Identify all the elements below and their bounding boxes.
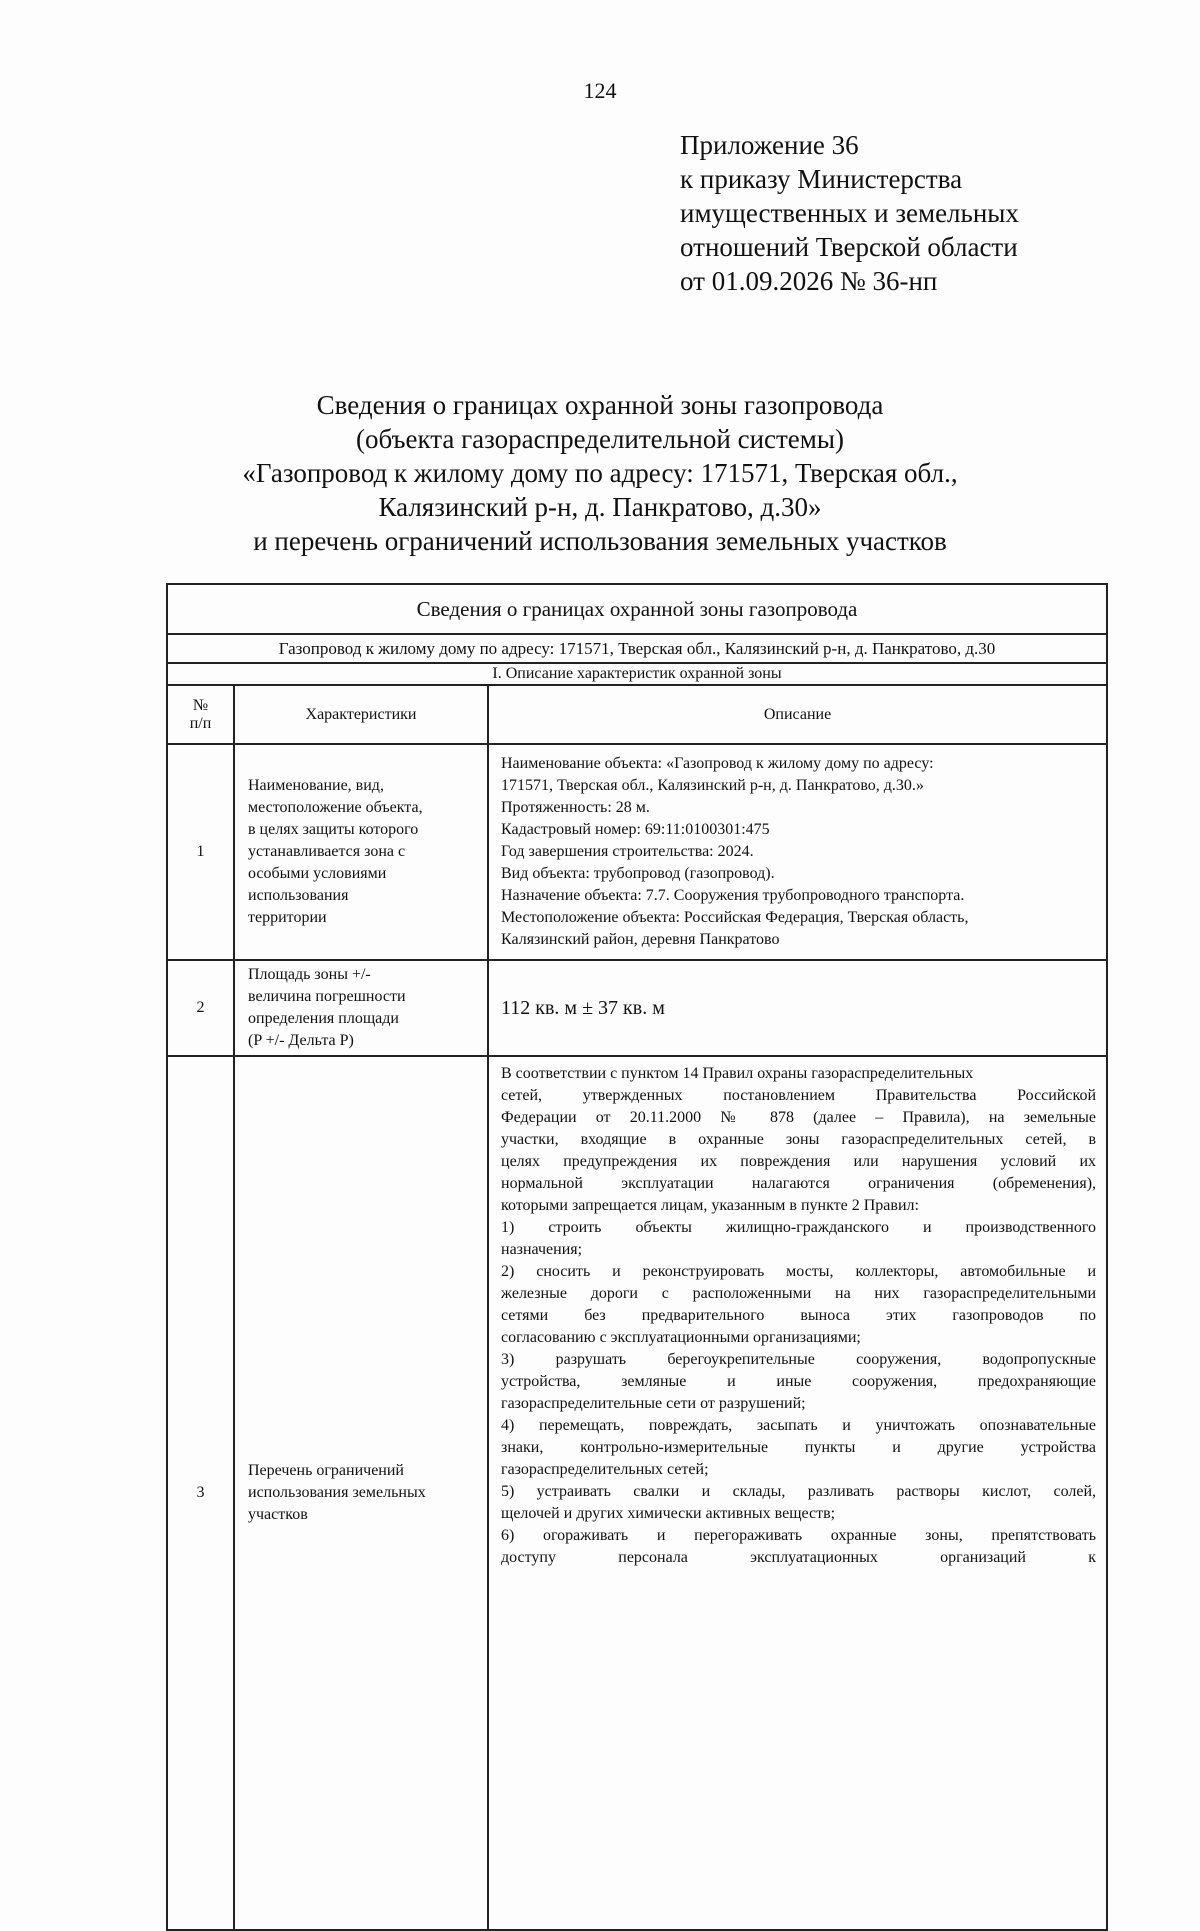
column-header-number-line: №	[192, 696, 209, 714]
row-description: 112 кв. м ± 37 кв. м	[488, 960, 1107, 1056]
object-name-row: Газопровод к жилому дому по адресу: 171571, Тверская обл., Калязинский р-н, д. Панкратово, д.30	[167, 634, 1107, 663]
appendix-reference	[680, 128, 1019, 298]
row-number: 1	[167, 744, 234, 960]
cell-line: согласованию с эксплуатационными организациями;	[501, 1329, 861, 1346]
cell-line: участков	[248, 1506, 308, 1523]
cell-line: особыми условиями	[248, 865, 387, 882]
cell-line: Федерации от 20.11.2000 № 878 (далее – Правила), на земельные	[501, 1109, 1097, 1126]
appendix-line: Приложение 36	[680, 130, 859, 160]
cell-line: Вид объекта: трубопровод (газопровод).	[501, 865, 775, 882]
cell-line: сетями без предварительного выноса этих газопроводов по	[501, 1307, 1097, 1324]
cell-line: Год завершения строительства: 2024.	[501, 843, 754, 860]
title-line: (объекта газораспределительной системы)	[355, 424, 845, 454]
cell-line: в целях защиты которого	[248, 821, 419, 838]
cell-line: железные дороги с расположенными на них газораспределительными	[501, 1285, 1097, 1302]
appendix-line: к приказу Министерства	[680, 164, 963, 194]
table-row	[167, 1056, 1107, 1930]
cell-line: целях предупреждения их повреждения или нарушения условий их	[501, 1153, 1097, 1170]
cell-line: 4) перемещать, повреждать, засыпать и уничтожать опознавательные	[501, 1417, 1097, 1434]
appendix-line: имущественных и земельных	[680, 198, 1019, 228]
row-number: 2	[167, 960, 234, 1056]
cell-line: сетей, утвержденных постановлением Правительства Российской	[501, 1087, 1097, 1104]
row-description	[488, 1056, 1107, 1930]
cell-line: 6) огораживать и перегораживать охранные зоны, препятствовать	[501, 1527, 1097, 1544]
cell-line: 1) строить объекты жилищно-гражданского и производственного	[501, 1219, 1097, 1236]
cell-line: использования земельных	[248, 1484, 426, 1501]
page-number: 124	[583, 78, 617, 103]
cell-line: (P +/- Дельта P)	[248, 1032, 354, 1049]
cell-line: газораспределительных сетей;	[501, 1461, 709, 1478]
cell-line: 171571, Тверская обл., Калязинский р-н, д. Панкратово, д.30.»	[501, 777, 924, 794]
cell-line: участки, входящие в охранные зоны газораспределительных сетей, в	[501, 1131, 1097, 1148]
cell-line: величина погрешности	[248, 988, 406, 1005]
title-line: Калязинский р-н, д. Панкратово, д.30»	[378, 492, 822, 522]
cell-line: Местоположение объекта: Российская Федерация, Тверская область,	[501, 909, 969, 926]
cell-line: Назначение объекта: 7.7. Сооружения трубопроводного транспорта.	[501, 887, 965, 904]
column-header-characteristics: Характеристики	[234, 685, 488, 744]
cell-line: местоположение объекта,	[248, 799, 423, 816]
zone-table	[166, 583, 1108, 1931]
title-line: «Газопровод к жилому дому по адресу: 171571, Тверская обл.,	[242, 458, 958, 488]
cell-line: 5) устраивать свалки и склады, разливать растворы кислот, солей,	[501, 1483, 1097, 1500]
cell-line: доступу персонала эксплуатационных организаций к	[501, 1549, 1097, 1566]
cell-line: Калязинский район, деревня Панкратово	[501, 931, 780, 948]
cell-line: знаки, контрольно-измерительные пункты и другие устройства	[501, 1439, 1097, 1456]
column-header-number-line: п/п	[189, 714, 212, 732]
row-number: 3	[167, 1056, 234, 1930]
cell-line: В соответствии с пунктом 14 Правил охраны газораспределительных	[501, 1065, 974, 1082]
cell-line: газораспределительные сети от разрушений;	[501, 1395, 806, 1412]
cell-line: Протяженность: 28 м.	[501, 799, 650, 816]
column-header-description: Описание	[488, 685, 1107, 744]
cell-line: нормальной эксплуатации налагаются ограничения (обременения),	[501, 1175, 1097, 1192]
row-characteristic	[234, 1056, 488, 1930]
row-characteristic	[234, 744, 488, 960]
section-heading: I. Описание характеристик охранной зоны	[167, 663, 1107, 685]
cell-line: использования	[248, 887, 349, 904]
cell-line: 2) сносить и реконструировать мосты, коллекторы, автомобильные и	[501, 1263, 1097, 1280]
title-line: Сведения о границах охранной зоны газопровода	[316, 390, 884, 420]
row-characteristic	[234, 960, 488, 1056]
cell-line: назначения;	[501, 1241, 583, 1258]
row-description	[488, 744, 1107, 960]
appendix-line: от 01.09.2026 № 36-нп	[680, 266, 938, 296]
cell-line: Площадь зоны +/-	[248, 966, 371, 983]
cell-line: Перечень ограничений	[248, 1462, 404, 1479]
table-header: Сведения о границах охранной зоны газопровода	[167, 584, 1107, 634]
table-row	[167, 744, 1107, 960]
table-row	[167, 960, 1107, 1056]
title-line: и перечень ограничений использования земельных участков	[253, 526, 947, 556]
appendix-line: отношений Тверской области	[680, 232, 1018, 262]
cell-line: 3) разрушать берегоукрепительные сооружения, водопропускные	[501, 1351, 1097, 1368]
cell-line: устройства, земляные и иные сооружения, предохраняющие	[501, 1373, 1097, 1390]
cell-line: щелочей и других химически активных веществ;	[501, 1505, 836, 1522]
cell-line: территории	[248, 909, 327, 926]
cell-line: которыми запрещается лицам, указанным в пункте 2 Правил:	[501, 1197, 919, 1214]
cell-line: Наименование, вид,	[248, 777, 384, 794]
document-title	[0, 388, 1200, 558]
cell-line: Наименование объекта: «Газопровод к жилому дому по адресу:	[501, 755, 934, 772]
column-header-number	[167, 685, 234, 744]
cell-line: устанавливается зона с	[248, 843, 406, 860]
cell-line: Кадастровый номер: 69:11:0100301:475	[501, 821, 770, 838]
cell-line: определения площади	[248, 1010, 399, 1027]
